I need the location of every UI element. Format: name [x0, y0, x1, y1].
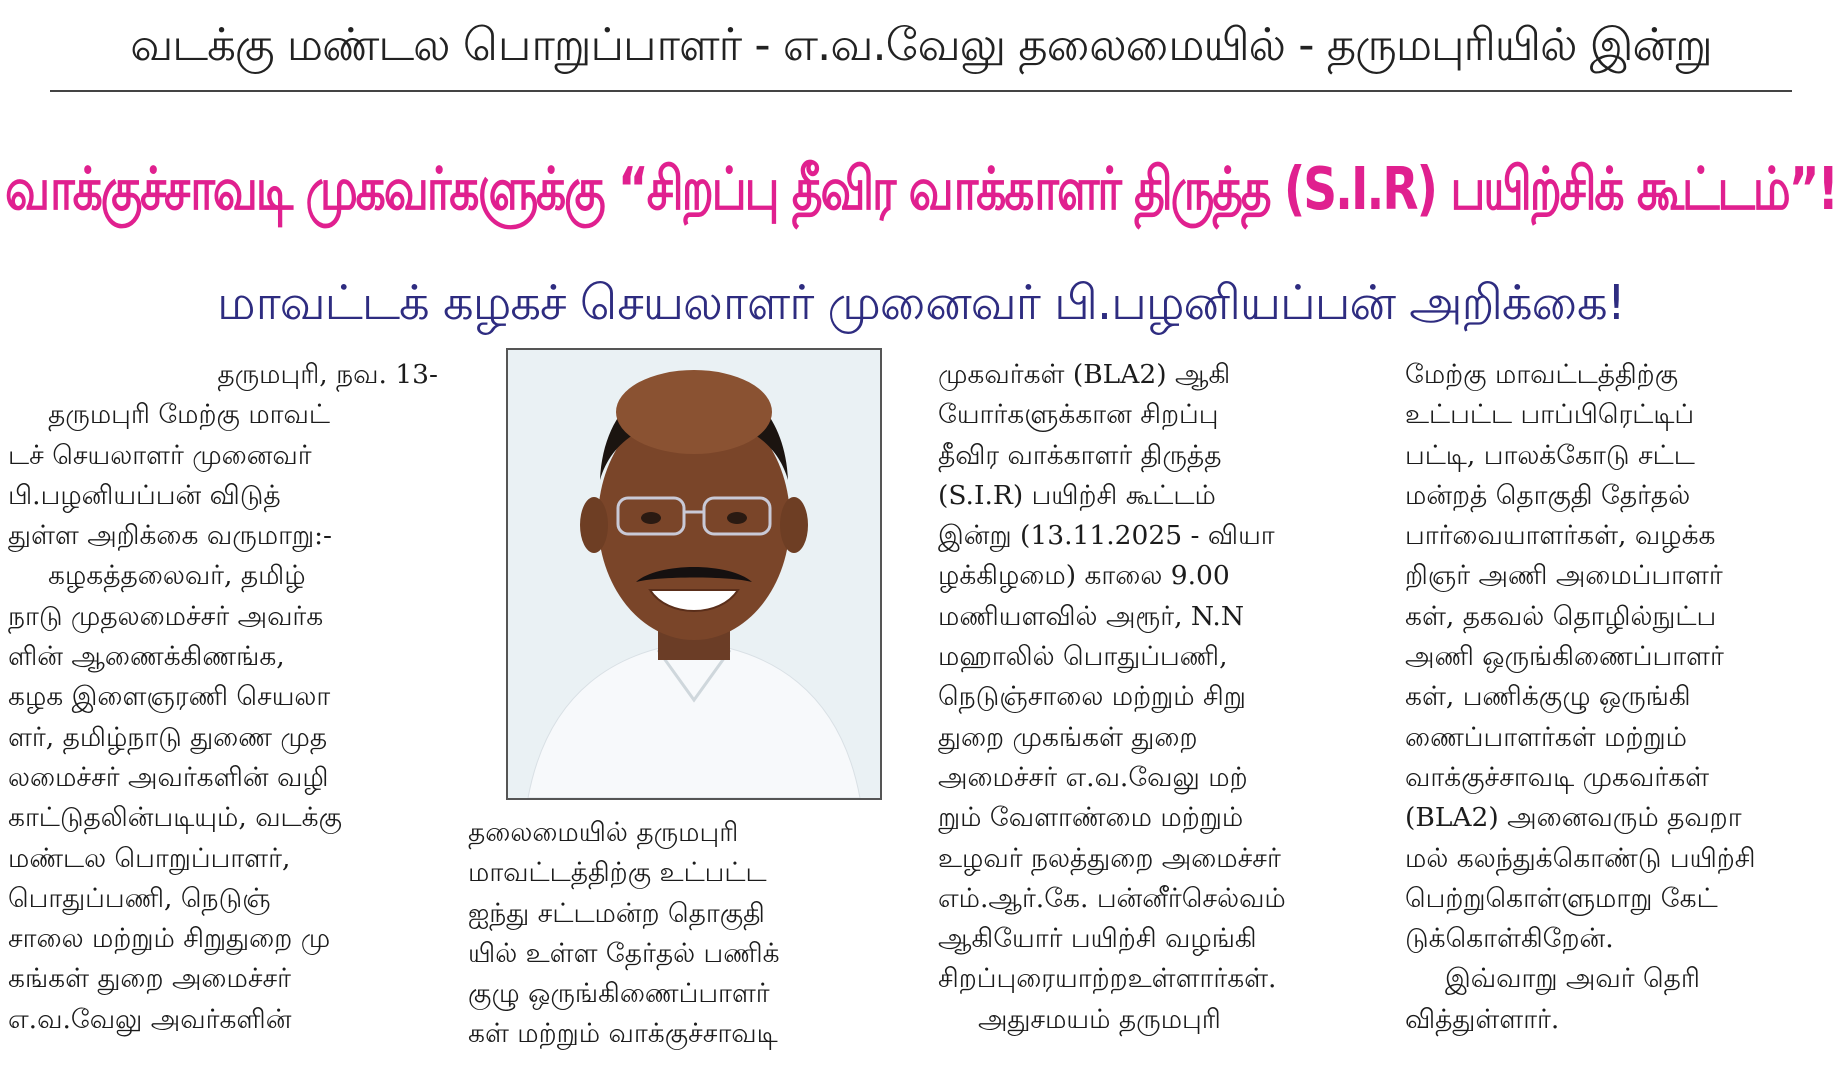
- body-line: மன்றத் தொகுதி தேர்தல்: [1405, 479, 1691, 511]
- body-line: மல் கலந்துக்கொண்டு பயிற்சி: [1405, 842, 1756, 874]
- portrait-photo: [506, 348, 882, 800]
- body-line: ழக்கிழமை) காலை 9.00: [938, 560, 1230, 592]
- body-line: வாக்குச்சாவடி முகவர்கள்: [1405, 761, 1710, 793]
- body-line: இவ்வாறு அவர் தெரி: [1445, 963, 1700, 995]
- body-line: லமைச்சர் அவர்களின் வழி: [8, 761, 329, 793]
- main-headline: வாக்குச்சாவடி முகவர்களுக்கு “சிறப்பு தீவிர வாக்காளர் திருத்த (S.I.R) பயிற்சிக் கூட்டம்”!: [5, 155, 1837, 224]
- body-line: சிறப்புரையாற்றஉள்ளார்கள்.: [938, 963, 1277, 995]
- body-line: பி.பழனியப்பன் விடுத்: [8, 479, 281, 511]
- body-line: டுக்கொள்கிறேன்.: [1405, 923, 1614, 955]
- portrait-illustration: [508, 350, 880, 798]
- body-line: அமைச்சர் எ.வ.வேலு மற்: [938, 761, 1248, 793]
- kicker-rule: [50, 90, 1792, 92]
- body-line: உழவர் நலத்துறை அமைச்சர்: [938, 842, 1281, 874]
- article-column-3: [938, 355, 1378, 1040]
- body-line: தீவிர வாக்காளர் திருத்த: [938, 439, 1222, 471]
- sub-headline: மாவட்டக் கழகச் செயலாளர் முனைவர் பி.பழனியப்பன் அறிக்கை!: [217, 275, 1625, 331]
- body-line: யில் உள்ள தேர்தல் பணிக்: [468, 937, 780, 969]
- article-column-2: [468, 813, 908, 1055]
- body-line: எம்.ஆர்.கே. பன்னீர்செல்வம்: [938, 882, 1286, 914]
- body-line: துள்ள அறிக்கை வருமாறு:-: [8, 520, 333, 552]
- body-line: பட்டி, பாலக்கோடு சட்ட: [1405, 439, 1695, 471]
- body-line: உட்பட்ட பாப்பிரெட்டிப்: [1405, 399, 1695, 431]
- body-line: முகவர்கள் (BLA2) ஆகி: [938, 359, 1231, 390]
- body-line: பொதுப்பணி, நெடுஞ்: [8, 882, 271, 914]
- body-line: கழகத்தலைவர், தமிழ்: [48, 560, 306, 592]
- body-line: மேற்கு மாவட்டத்திற்கு: [1405, 359, 1679, 390]
- body-line: இன்று (13.11.2025 - வியா: [938, 520, 1275, 552]
- body-line: டச் செயலாளர் முனைவர்: [8, 439, 312, 471]
- body-line: சாலை மற்றும் சிறுதுறை மு: [8, 923, 331, 955]
- body-line: ஐந்து சட்டமன்ற தொகுதி: [468, 897, 765, 929]
- body-line: மஹாலில் பொதுப்பணி,: [938, 641, 1228, 673]
- kicker-headline: வடக்கு மண்டல பொறுப்பாளர் - எ.வ.வேலு தலைமையில் - தருமபுரியில் இன்று: [130, 18, 1712, 71]
- body-line: எ.வ.வேலு அவர்களின்: [8, 1003, 292, 1035]
- body-line: ஆகியோர் பயிற்சி வழங்கி: [938, 923, 1257, 955]
- body-line: பார்வையாளர்கள், வழக்க: [1405, 520, 1716, 552]
- article-column-4: [1405, 355, 1837, 1040]
- body-line: தலைமையில் தருமபுரி: [468, 817, 739, 848]
- body-line: கழக இளைஞரணி செயலா: [8, 681, 331, 713]
- body-line: அதுசமயம் தருமபுரி: [978, 1003, 1221, 1035]
- body-line: (BLA2) அனைவரும் தவறா: [1405, 802, 1742, 834]
- body-line: அணி ஒருங்கிணைப்பாளர்: [1405, 641, 1724, 673]
- body-line: பெற்றுகொள்ளுமாறு கேட்: [1405, 882, 1718, 914]
- dateline: தருமபுரி, நவ. 13-: [217, 359, 438, 390]
- body-line: மண்டல பொறுப்பாளர்,: [8, 842, 291, 874]
- body-line: றிஞர் அணி அமைப்பாளர்: [1405, 560, 1723, 592]
- body-line: மணியளவில் அரூர், N.N: [938, 600, 1245, 632]
- body-line: மாவட்டத்திற்கு உட்பட்ட: [468, 857, 767, 889]
- body-line: (S.I.R) பயிற்சி கூட்டம்: [938, 479, 1216, 511]
- body-line: கள் மற்றும் வாக்குச்சாவடி: [468, 1018, 778, 1050]
- body-line: காட்டுதலின்படியும், வடக்கு: [8, 802, 342, 834]
- body-line: கள், பணிக்குழு ஒருங்கி: [1405, 681, 1691, 713]
- body-line: குழு ஒருங்கிணைப்பாளர்: [468, 978, 770, 1010]
- article-column-1: [8, 355, 438, 1040]
- body-line: றும் வேளாண்மை மற்றும்: [938, 802, 1244, 834]
- body-line: ளின் ஆணைக்கிணங்க,: [8, 641, 285, 673]
- body-line: ணைப்பாளர்கள் மற்றும்: [1405, 721, 1687, 753]
- body-line: வித்துள்ளார்.: [1405, 1003, 1560, 1035]
- body-line: துறை முகங்கள் துறை: [938, 721, 1198, 753]
- body-line: ளர், தமிழ்நாடு துணை முத: [8, 721, 328, 753]
- body-line: யோர்களுக்கான சிறப்பு: [938, 399, 1219, 431]
- body-line: கள், தகவல் தொழில்நுட்ப: [1405, 600, 1717, 632]
- body-line: நாடு முதலமைச்சர் அவர்க: [8, 600, 324, 632]
- body-line: கங்கள் துறை அமைச்சர்: [8, 963, 292, 995]
- body-line: நெடுஞ்சாலை மற்றும் சிறு: [938, 681, 1246, 713]
- body-line: தருமபுரி மேற்கு மாவட்: [48, 399, 330, 431]
